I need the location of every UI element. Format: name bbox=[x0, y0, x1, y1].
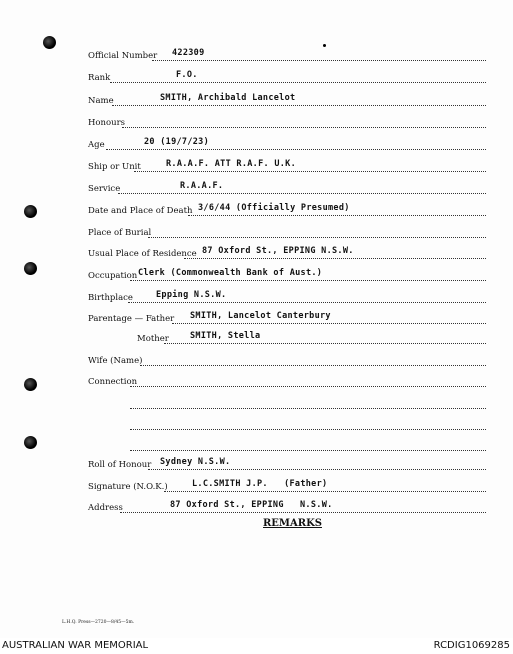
label-mother: Mother bbox=[137, 334, 169, 344]
row-roll-of-honour bbox=[0, 459, 513, 473]
row-honours bbox=[0, 117, 513, 131]
row-signature bbox=[0, 481, 513, 495]
connection-line bbox=[0, 419, 513, 433]
row-age bbox=[0, 139, 513, 153]
row-ship-or-unit bbox=[0, 161, 513, 175]
label-occupation: Occupation bbox=[88, 271, 138, 281]
footer-record-id: RCDIG1069285 bbox=[433, 640, 510, 651]
remarks-heading: REMARKS bbox=[263, 518, 322, 529]
value-address: 87 Oxford St., EPPING N.S.W. bbox=[170, 500, 333, 510]
value-ship-or-unit: R.A.A.F. ATT R.A.F. U.K. bbox=[166, 159, 297, 169]
label-connection: Connection bbox=[88, 377, 138, 387]
label-wife: Wife (Name) bbox=[88, 356, 143, 366]
value-service: R.A.A.F. bbox=[180, 181, 224, 191]
ink-speck bbox=[323, 44, 326, 47]
label-honours: Honours bbox=[88, 118, 126, 128]
label-father: Parentage — Father bbox=[88, 314, 175, 324]
row-official-number bbox=[0, 50, 513, 64]
label-name: Name bbox=[88, 96, 114, 106]
value-signature: L.C.SMITH J.P. (Father) bbox=[192, 479, 328, 489]
value-father: SMITH, Lancelot Canterbury bbox=[190, 311, 331, 321]
label-age: Age bbox=[88, 140, 105, 150]
label-official-number: Official Number bbox=[88, 51, 158, 61]
label-service: Service bbox=[88, 184, 121, 194]
row-wife bbox=[0, 355, 513, 369]
connection-line bbox=[0, 398, 513, 412]
punch-hole bbox=[43, 36, 56, 49]
label-birthplace: Birthplace bbox=[88, 293, 133, 303]
value-official-number: 422309 bbox=[172, 48, 205, 58]
row-service bbox=[0, 183, 513, 197]
label-place-of-burial: Place of Burial bbox=[88, 228, 152, 238]
row-rank bbox=[0, 72, 513, 86]
label-date-place-death: Date and Place of Death bbox=[88, 206, 193, 216]
row-mother bbox=[0, 333, 513, 347]
label-ship-or-unit: Ship or Unit bbox=[88, 162, 141, 172]
row-date-place-death bbox=[0, 205, 513, 219]
value-age: 20 (19/7/23) bbox=[144, 137, 210, 147]
row-usual-residence bbox=[0, 248, 513, 262]
value-birthplace: Epping N.S.W. bbox=[156, 290, 227, 300]
row-occupation bbox=[0, 270, 513, 284]
label-usual-residence: Usual Place of Residence bbox=[88, 249, 197, 259]
footer-bar bbox=[0, 638, 513, 654]
row-place-of-burial bbox=[0, 227, 513, 241]
value-mother: SMITH, Stella bbox=[190, 331, 261, 341]
printer-imprint: L.H.Q. Press—2720—8/45—5m. bbox=[62, 620, 135, 625]
label-rank: Rank bbox=[88, 73, 111, 83]
row-address bbox=[0, 502, 513, 516]
value-occupation: Clerk (Commonwealth Bank of Aust.) bbox=[138, 268, 323, 278]
label-address: Address bbox=[88, 503, 123, 513]
label-roll-of-honour: Roll of Honour bbox=[88, 460, 152, 470]
connection-line bbox=[0, 440, 513, 454]
value-rank: F.O. bbox=[176, 70, 198, 80]
row-name bbox=[0, 95, 513, 109]
row-father bbox=[0, 313, 513, 327]
footer-institution: AUSTRALIAN WAR MEMORIAL bbox=[2, 640, 149, 651]
row-birthplace bbox=[0, 292, 513, 306]
value-roll-of-honour: Sydney N.S.W. bbox=[160, 457, 231, 467]
row-connection bbox=[0, 376, 513, 390]
value-date-place-death: 3/6/44 (Officially Presumed) bbox=[198, 203, 350, 213]
label-signature: Signature (N.O.K.) bbox=[88, 482, 168, 492]
value-usual-residence: 87 Oxford St., EPPING N.S.W. bbox=[202, 246, 354, 256]
value-name: SMITH, Archibald Lancelot bbox=[160, 93, 296, 103]
